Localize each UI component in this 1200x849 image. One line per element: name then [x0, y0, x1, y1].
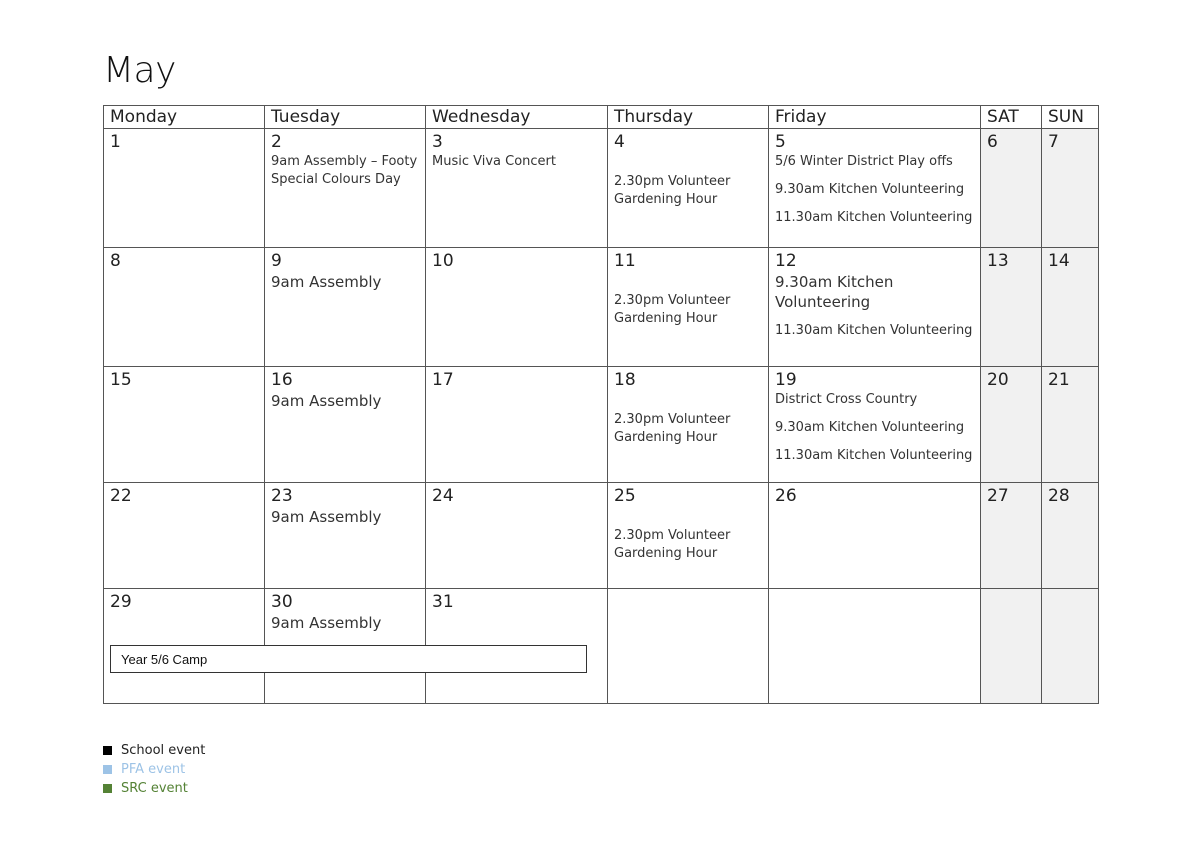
day-number: 5 — [775, 132, 786, 152]
legend-swatch — [103, 746, 112, 755]
day-cell[interactable] — [769, 248, 981, 367]
event-item: 9am Assembly – Footy Special Colours Day — [271, 154, 418, 187]
day-cell[interactable] — [608, 129, 769, 248]
day-number: 17 — [432, 370, 454, 390]
header-monday: Monday — [104, 106, 265, 129]
weekday-header-row — [104, 106, 1099, 129]
day-cell[interactable] — [265, 483, 426, 589]
event-item: Music Viva Concert — [432, 154, 556, 169]
day-cell[interactable] — [104, 129, 265, 248]
day-cell[interactable] — [608, 248, 769, 367]
event-item: 11.30am Kitchen Volunteering — [775, 210, 973, 225]
day-number: 29 — [110, 592, 132, 612]
day-cell[interactable] — [981, 367, 1042, 483]
day-number: 3 — [432, 132, 443, 152]
day-cell[interactable] — [426, 129, 608, 248]
day-number: 9 — [271, 251, 282, 271]
week-row — [104, 129, 1099, 248]
day-number: 8 — [110, 251, 121, 271]
week-row — [104, 248, 1099, 367]
event-item: 9am Assembly — [271, 273, 382, 291]
day-number: 25 — [614, 486, 636, 506]
day-cell[interactable] — [426, 483, 608, 589]
day-number: 19 — [775, 370, 797, 390]
header-saturday: SAT — [981, 106, 1042, 129]
event-item: 5/6 Winter District Play offs — [775, 154, 953, 169]
day-number: 22 — [110, 486, 132, 506]
legend-label: School event — [121, 743, 206, 758]
day-cell[interactable] — [981, 248, 1042, 367]
day-cell[interactable] — [426, 367, 608, 483]
calendar-grid — [103, 105, 1099, 704]
month-title: May — [103, 50, 176, 91]
day-number: 13 — [987, 251, 1009, 271]
day-cell[interactable] — [981, 129, 1042, 248]
event-item: 9.30am Kitchen Volunteering — [775, 273, 894, 311]
day-cell[interactable] — [104, 248, 265, 367]
week-row — [104, 367, 1099, 483]
day-number: 12 — [775, 251, 797, 271]
day-number: 1 — [110, 132, 121, 152]
day-cell[interactable] — [265, 248, 426, 367]
day-cell[interactable] — [265, 129, 426, 248]
day-number: 4 — [614, 132, 625, 152]
event-item: 9am Assembly — [271, 392, 382, 410]
day-number: 21 — [1048, 370, 1070, 390]
day-cell[interactable] — [1042, 483, 1099, 589]
day-number: 27 — [987, 486, 1009, 506]
day-cell[interactable] — [769, 483, 981, 589]
week-row — [104, 483, 1099, 589]
day-cell[interactable] — [1042, 129, 1099, 248]
event-item: 2.30pm Volunteer Gardening Hour — [614, 293, 731, 326]
legend-item-pfa — [103, 760, 205, 779]
day-number: 24 — [432, 486, 454, 506]
legend-label: SRC event — [121, 781, 188, 796]
day-number: 28 — [1048, 486, 1070, 506]
day-number: 10 — [432, 251, 454, 271]
day-number: 26 — [775, 486, 797, 506]
event-item: District Cross Country — [775, 392, 918, 407]
event-item: 11.30am Kitchen Volunteering — [775, 448, 973, 463]
header-wednesday: Wednesday — [426, 106, 608, 129]
event-item: 9.30am Kitchen Volunteering — [775, 420, 965, 435]
day-cell[interactable] — [426, 248, 608, 367]
day-number: 7 — [1048, 132, 1059, 152]
event-item: 2.30pm Volunteer Gardening Hour — [614, 174, 731, 207]
day-number: 30 — [271, 592, 293, 612]
day-number: 18 — [614, 370, 636, 390]
day-number: 20 — [987, 370, 1009, 390]
event-item: 2.30pm Volunteer Gardening Hour — [614, 528, 731, 561]
event-item: 2.30pm Volunteer Gardening Hour — [614, 412, 731, 445]
legend — [103, 741, 205, 798]
day-cell[interactable] — [104, 367, 265, 483]
day-cell[interactable] — [608, 367, 769, 483]
legend-item-school — [103, 741, 205, 760]
day-number: 6 — [987, 132, 998, 152]
day-cell[interactable] — [981, 589, 1042, 704]
legend-swatch — [103, 765, 112, 774]
event-item: 9am Assembly — [271, 614, 382, 632]
legend-item-src — [103, 779, 205, 798]
day-cell[interactable] — [608, 589, 769, 704]
day-cell[interactable] — [769, 129, 981, 248]
day-cell[interactable] — [769, 589, 981, 704]
day-cell[interactable] — [104, 483, 265, 589]
header-tuesday: Tuesday — [265, 106, 426, 129]
day-cell[interactable] — [769, 367, 981, 483]
day-cell[interactable] — [608, 483, 769, 589]
day-cell[interactable] — [265, 367, 426, 483]
day-cell[interactable] — [981, 483, 1042, 589]
header-thursday: Thursday — [608, 106, 769, 129]
legend-label: PFA event — [121, 762, 186, 777]
day-number: 16 — [271, 370, 293, 390]
day-number: 31 — [432, 592, 454, 612]
header-friday: Friday — [769, 106, 981, 129]
day-cell[interactable] — [1042, 367, 1099, 483]
day-cell[interactable] — [1042, 248, 1099, 367]
day-number: 11 — [614, 251, 636, 271]
header-sunday: SUN — [1042, 106, 1099, 129]
day-number: 2 — [271, 132, 282, 152]
day-number: 14 — [1048, 251, 1070, 271]
event-item: 9.30am Kitchen Volunteering — [775, 182, 965, 197]
day-number: 23 — [271, 486, 293, 506]
event-item: 11.30am Kitchen Volunteering — [775, 323, 973, 338]
legend-swatch — [103, 784, 112, 793]
day-cell[interactable] — [1042, 589, 1099, 704]
multi-day-event-bar[interactable]: Year 5/6 Camp — [110, 645, 587, 673]
day-number: 15 — [110, 370, 132, 390]
event-item: 9am Assembly — [271, 508, 382, 526]
